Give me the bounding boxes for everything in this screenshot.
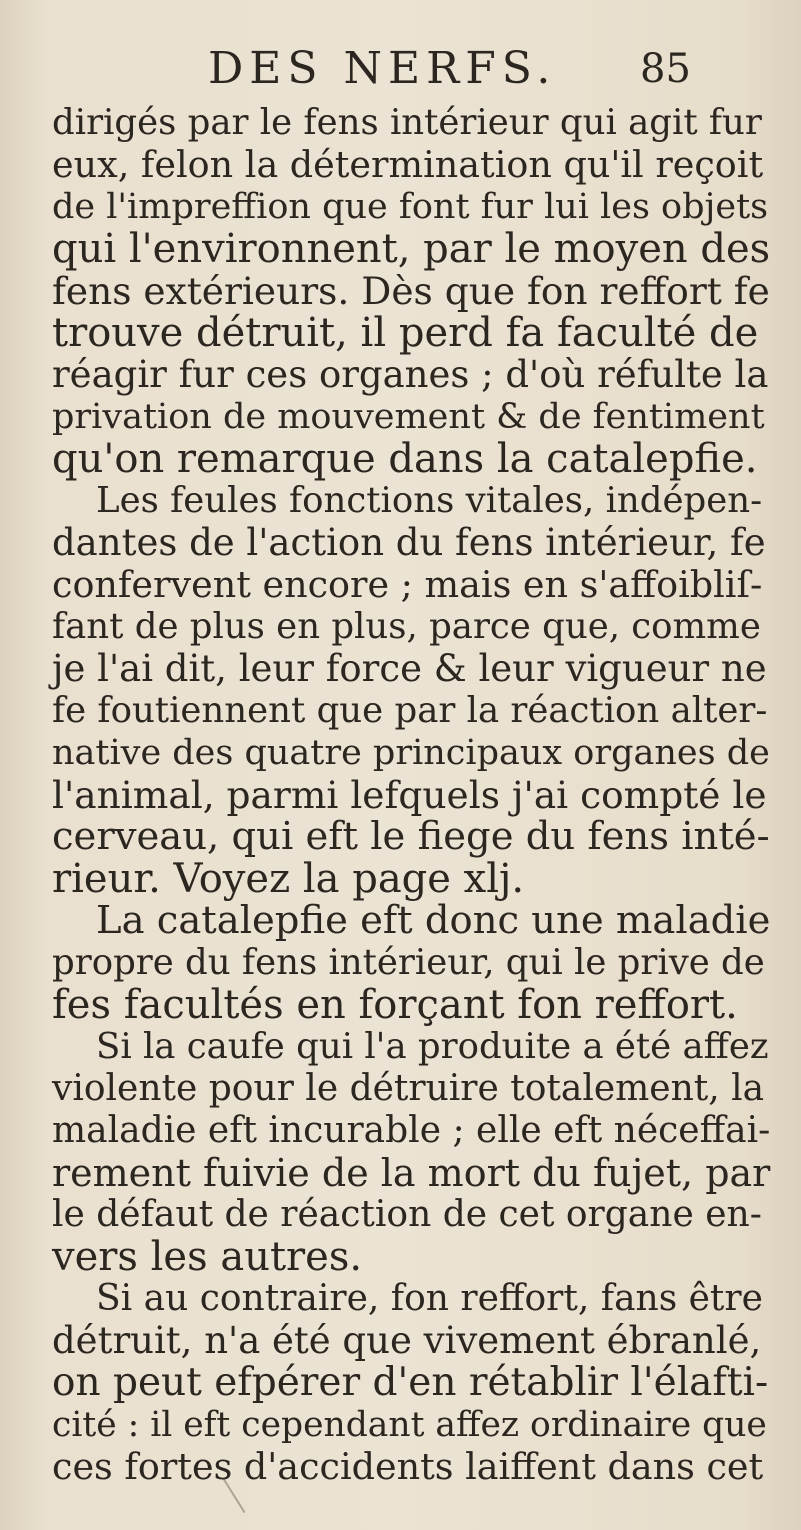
text-line: cité : il eft cependant affez ordinaire que xyxy=(52,1405,767,1445)
text-line: dirigés par le fens intérieur qui agit fur xyxy=(52,102,762,143)
text-line: de l'impreffion que font fur lui les objets xyxy=(52,187,769,227)
text-line: vers les autres. xyxy=(52,1234,363,1280)
text-line: le défaut de réaction de cet organe en- xyxy=(52,1194,762,1235)
text-line: fes facultés en forçant fon reffort. xyxy=(52,982,738,1028)
text-line: violente pour le détruire totalement, la xyxy=(52,1068,765,1109)
text-line: privation de mouvement & de fentiment xyxy=(52,397,765,437)
text-line: Si la caufe qui l'a produite a été affez xyxy=(96,1026,769,1067)
text-line: dantes de l'action du fens intérieur, fe xyxy=(52,521,766,564)
text-line: native des quatre principaux organes de xyxy=(52,733,770,773)
text-line: l'animal, parmi lefquels j'ai compté le xyxy=(52,773,767,817)
text-line: rieur. Voyez la page xlj. xyxy=(52,856,525,902)
text-line: je l'ai dit, leur force & leur vigueur ne xyxy=(52,647,767,690)
text-line: on peut efpérer d'en rétablir l'élafti- xyxy=(52,1360,769,1405)
text-line: réagir fur ces organes ; d'où réfulte la xyxy=(52,353,769,396)
text-line: qui l'environnent, par le moyen des xyxy=(52,226,771,272)
text-line: cerveau, qui eft le fiege du fens inté- xyxy=(52,814,770,859)
text-line: rement fuivie de la mort du fujet, par xyxy=(52,1151,771,1195)
text-line: propre du fens intérieur, qui le prive de xyxy=(52,942,765,983)
running-title: DES NERFS. xyxy=(208,43,557,94)
text-line: confervent encore ; mais en s'affoibliſ- xyxy=(52,563,763,606)
page-number: 85 xyxy=(640,46,691,92)
text-line: fe foutiennent que par la réaction alter- xyxy=(52,690,768,731)
text-line: Si au contraire, fon reffort, fans être xyxy=(96,1278,763,1319)
text-line: qu'on remarque dans la catalepfie. xyxy=(52,436,758,482)
text-line: détruit, n'a été que vivement ébranlé, xyxy=(52,1319,762,1362)
text-line: La catalepfie eft donc une maladie xyxy=(96,898,771,943)
text-line: fant de plus en plus, parce que, comme xyxy=(52,606,761,647)
page-header xyxy=(0,44,801,94)
text-line: eux, felon la détermination qu'il reçoit xyxy=(52,143,764,186)
text-line: fens extérieurs. Dès que fon reffort fe xyxy=(52,269,770,313)
text-line: maladie eft incurable ; elle eft néceffai- xyxy=(52,1110,771,1151)
text-line: ces fortes d'accidents laiffent dans cet xyxy=(52,1445,764,1488)
text-line: trouve détruit, il perd fa faculté de xyxy=(52,310,759,356)
text-line: Les feules fonctions vitales, indépen- xyxy=(96,480,763,521)
